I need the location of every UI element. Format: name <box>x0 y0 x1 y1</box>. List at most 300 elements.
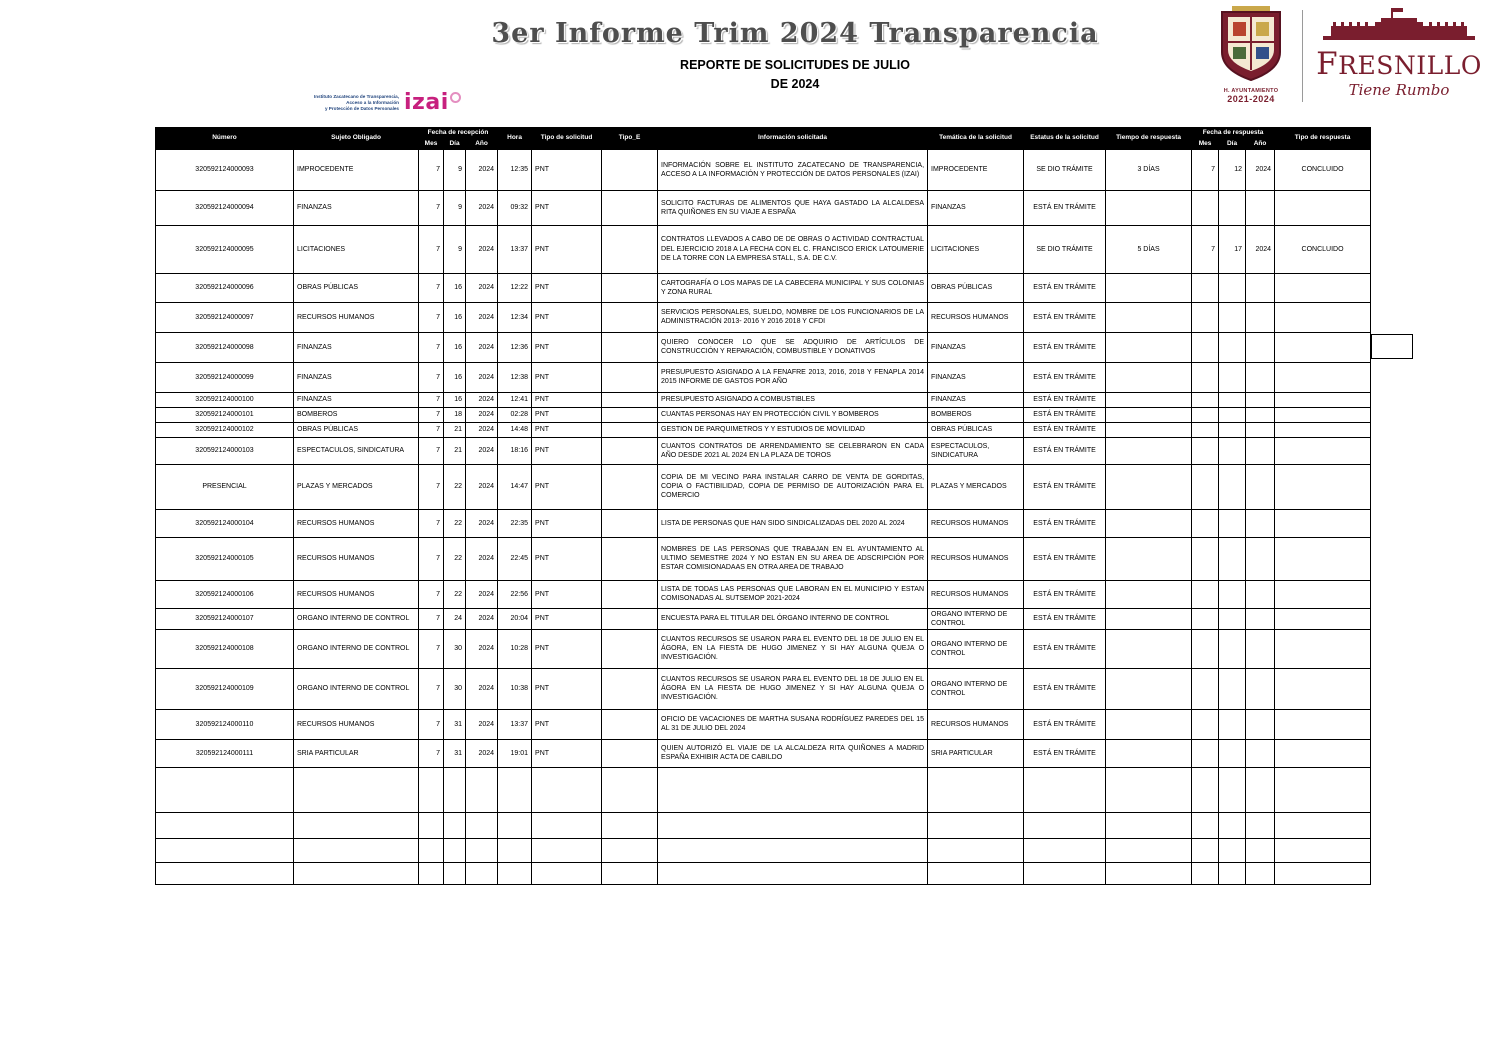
cell-sujeto: ORGANO INTERNO DE CONTROL <box>294 668 419 709</box>
cell-mes: 7 <box>419 332 444 362</box>
cell-informacion: OFICIO DE VACACIONES DE MARTHA SUSANA RODRÍGUEZ PAREDES DEL 15 AL 31 DE JULIO DEL 2024 <box>658 709 928 739</box>
cell-tipo-solicitud: PNT <box>532 629 602 668</box>
cell-r-mes <box>1192 537 1219 580</box>
cell-tematica: RECURSOS HUMANOS <box>928 709 1024 739</box>
cell-r-mes <box>1192 838 1219 862</box>
cell-tiempo <box>1106 709 1192 739</box>
cell-sujeto: OBRAS PÚBLICAS <box>294 273 419 302</box>
cell-hora: 22:35 <box>498 509 532 537</box>
cell-r-ano <box>1246 332 1275 362</box>
cell-informacion <box>658 767 928 812</box>
fresnillo-logo <box>1314 6 1484 99</box>
cell-tematica: ORGANO INTERNO DE CONTROL <box>928 629 1024 668</box>
cell-tipo-solicitud: PNT <box>532 190 602 225</box>
cell-ano: 2024 <box>466 668 498 709</box>
col-header-respuesta-ano: Año <box>1246 138 1275 149</box>
cell-estatus: ESTÁ EN TRÁMITE <box>1024 302 1106 332</box>
cell-tipo-respuesta <box>1275 273 1371 302</box>
cell-r-mes <box>1192 422 1219 437</box>
cell-mes: 7 <box>419 149 444 190</box>
cell-mes: 7 <box>419 580 444 608</box>
cell-r-ano <box>1246 302 1275 332</box>
cell-ano <box>466 838 498 862</box>
cell-estatus <box>1024 767 1106 812</box>
cell-tipo-respuesta <box>1275 739 1371 767</box>
table-row <box>156 580 1371 608</box>
cell-tipo-solicitud <box>532 812 602 838</box>
cell-sujeto: ORGANO INTERNO DE CONTROL <box>294 629 419 668</box>
cell-tipo-respuesta <box>1275 392 1371 407</box>
cell-estatus: ESTÁ EN TRÁMITE <box>1024 608 1106 629</box>
cell-tipo-e <box>602 302 658 332</box>
cell-tipo-e <box>602 739 658 767</box>
cell-tiempo <box>1106 812 1192 838</box>
cell-r-dia <box>1219 668 1246 709</box>
cell-sujeto: PLAZAS Y MERCADOS <box>294 464 419 509</box>
cell-estatus: ESTÁ EN TRÁMITE <box>1024 629 1106 668</box>
cell-tipo-e <box>602 629 658 668</box>
table-row <box>156 422 1371 437</box>
cell-tipo-solicitud: PNT <box>532 464 602 509</box>
page-title: 3er Informe Trim 2024 Transparencia <box>491 18 1099 49</box>
cell-tipo-respuesta <box>1275 437 1371 464</box>
cell-r-mes <box>1192 302 1219 332</box>
cell-tematica: RECURSOS HUMANOS <box>928 580 1024 608</box>
cell-informacion: PRESUPUESTO ASIGNADO A LA FENAFRE 2013, 2016, 2018 Y FENAPLA 2014 2015 INFORME DE GASTOS POR AÑO <box>658 362 928 392</box>
cell-sujeto: FINANZAS <box>294 332 419 362</box>
cell-tematica: RECURSOS HUMANOS <box>928 302 1024 332</box>
cell-dia: 22 <box>444 464 466 509</box>
cell-tiempo <box>1106 668 1192 709</box>
cell-sujeto: LICITACIONES <box>294 225 419 273</box>
cell-tematica: ORGANO INTERNO DE CONTROL <box>928 608 1024 629</box>
cell-hora: 02:28 <box>498 407 532 422</box>
cell-ano: 2024 <box>466 332 498 362</box>
cell-r-mes <box>1192 739 1219 767</box>
cell-sujeto <box>294 767 419 812</box>
cell-numero: 320592124000102 <box>156 422 294 437</box>
table-row <box>156 149 1371 190</box>
cell-tipo-solicitud: PNT <box>532 362 602 392</box>
col-header-sujeto-obligado: Sujeto Obligado <box>294 128 419 150</box>
cell-informacion <box>658 862 928 884</box>
cell-tiempo <box>1106 838 1192 862</box>
cell-numero <box>156 838 294 862</box>
table-row <box>156 668 1371 709</box>
cell-ano: 2024 <box>466 392 498 407</box>
cell-tipo-e <box>602 273 658 302</box>
col-header-hora: Hora <box>498 128 532 150</box>
cell-r-dia <box>1219 190 1246 225</box>
cell-tiempo <box>1106 437 1192 464</box>
cell-r-ano <box>1246 407 1275 422</box>
cell-ano: 2024 <box>466 464 498 509</box>
cell-r-ano <box>1246 537 1275 580</box>
cell-ano: 2024 <box>466 362 498 392</box>
cell-mes: 7 <box>419 190 444 225</box>
cell-tipo-respuesta <box>1275 838 1371 862</box>
cell-sujeto: RECURSOS HUMANOS <box>294 302 419 332</box>
cell-r-dia <box>1219 464 1246 509</box>
cell-tiempo <box>1106 302 1192 332</box>
cell-tiempo: 3 DÍAS <box>1106 149 1192 190</box>
cell-r-dia <box>1219 862 1246 884</box>
solicitudes-table <box>155 127 1371 885</box>
cell-mes: 7 <box>419 437 444 464</box>
cell-tiempo <box>1106 537 1192 580</box>
col-header-tiempo-respuesta: Tiempo de respuesta <box>1106 128 1192 150</box>
cell-numero: 320592124000099 <box>156 362 294 392</box>
cell-tipo-solicitud <box>532 862 602 884</box>
cell-estatus: ESTÁ EN TRÁMITE <box>1024 362 1106 392</box>
cell-r-dia <box>1219 537 1246 580</box>
cell-tipo-respuesta <box>1275 407 1371 422</box>
cell-tipo-e <box>602 225 658 273</box>
cell-estatus: ESTÁ EN TRÁMITE <box>1024 739 1106 767</box>
cell-r-dia <box>1219 739 1246 767</box>
cell-r-mes <box>1192 273 1219 302</box>
table-row <box>156 225 1371 273</box>
cell-sujeto: RECURSOS HUMANOS <box>294 537 419 580</box>
cell-tipo-respuesta <box>1275 190 1371 225</box>
fresnillo-wordmark: FRESNILLO <box>1316 46 1482 82</box>
cell-estatus: ESTÁ EN TRÁMITE <box>1024 273 1106 302</box>
cell-r-dia <box>1219 273 1246 302</box>
cell-ano: 2024 <box>466 225 498 273</box>
cell-r-mes <box>1192 407 1219 422</box>
cell-tipo-solicitud: PNT <box>532 608 602 629</box>
cell-tipo-solicitud: PNT <box>532 149 602 190</box>
cell-tiempo <box>1106 509 1192 537</box>
cell-tipo-solicitud: PNT <box>532 332 602 362</box>
cell-hora <box>498 862 532 884</box>
cell-tipo-solicitud <box>532 767 602 812</box>
cell-tiempo <box>1106 862 1192 884</box>
cell-numero: 320592124000108 <box>156 629 294 668</box>
cell-tipo-e <box>602 537 658 580</box>
coat-of-arms-icon <box>1218 6 1284 82</box>
cell-tematica: RECURSOS HUMANOS <box>928 509 1024 537</box>
table-header <box>156 128 1371 150</box>
col-header-respuesta-dia: Día <box>1219 138 1246 149</box>
cell-r-mes <box>1192 580 1219 608</box>
cell-sujeto: RECURSOS HUMANOS <box>294 709 419 739</box>
cell-mes: 7 <box>419 302 444 332</box>
cell-r-mes <box>1192 437 1219 464</box>
cell-tipo-e <box>602 362 658 392</box>
cell-r-dia <box>1219 580 1246 608</box>
col-header-tipo-e: Tipo_E <box>602 128 658 150</box>
cell-ano: 2024 <box>466 273 498 302</box>
cell-informacion: CUANTOS RECURSOS SE USARON PARA EL EVENTO DEL 18 DE JULIO EN EL ÁGORA EN LA FIESTA DE HUGO JIMENEZ Y SI HAY ALGUNA QUEJA O INVESTIGACIÓN. <box>658 668 928 709</box>
izai-org-line: Instituto Zacatecano de Transparencia, <box>313 94 399 100</box>
cell-mes <box>419 812 444 838</box>
table-row <box>156 437 1371 464</box>
cell-numero: 320592124000096 <box>156 273 294 302</box>
report-subtitle-line1: REPORTE DE SOLICITUDES DE JULIO <box>680 58 910 72</box>
cell-tipo-solicitud: PNT <box>532 739 602 767</box>
cell-r-dia <box>1219 407 1246 422</box>
cell-dia: 31 <box>444 739 466 767</box>
cell-r-ano <box>1246 273 1275 302</box>
cell-tipo-e <box>602 668 658 709</box>
cell-sujeto: RECURSOS HUMANOS <box>294 580 419 608</box>
cell-r-mes <box>1192 767 1219 812</box>
cell-r-ano: 2024 <box>1246 149 1275 190</box>
cell-mes: 7 <box>419 225 444 273</box>
report-header <box>380 18 1210 91</box>
cell-r-mes <box>1192 362 1219 392</box>
cell-r-dia <box>1219 332 1246 362</box>
report-subtitle-line2: DE 2024 <box>770 77 820 91</box>
cell-tipo-e <box>602 767 658 812</box>
izai-org-line: Acceso a la Información <box>346 100 399 106</box>
cell-ano: 2024 <box>466 422 498 437</box>
cell-r-mes <box>1192 812 1219 838</box>
izai-org-text <box>303 94 399 111</box>
cell-dia: 16 <box>444 302 466 332</box>
cell-estatus: ESTÁ EN TRÁMITE <box>1024 392 1106 407</box>
cell-tematica: OBRAS PÚBLICAS <box>928 273 1024 302</box>
cell-dia: 22 <box>444 509 466 537</box>
cell-dia: 24 <box>444 608 466 629</box>
col-header-fecha-respuesta: Fecha de respuesta <box>1192 128 1275 139</box>
cell-r-dia <box>1219 608 1246 629</box>
cell-tiempo <box>1106 190 1192 225</box>
cell-hora: 12:36 <box>498 332 532 362</box>
cell-dia: 18 <box>444 407 466 422</box>
cell-informacion: NOMBRES DE LAS PERSONAS QUE TRABAJAN EN EL AYUNTAMIENTO AL ULTIMO SEMESTRE 2024 Y NO ESTAN EN SU AREA DE ADSCRIPCIÓN POR ESTAR COMISIONADAAS EN OTRA AREA DE TRABAJO <box>658 537 928 580</box>
cell-tipo-respuesta <box>1275 709 1371 739</box>
cell-hora: 12:35 <box>498 149 532 190</box>
cell-dia: 21 <box>444 422 466 437</box>
cell-tipo-solicitud: PNT <box>532 537 602 580</box>
cell-tematica <box>928 767 1024 812</box>
cell-hora: 22:56 <box>498 580 532 608</box>
cell-tipo-respuesta <box>1275 767 1371 812</box>
cell-r-dia: 12 <box>1219 149 1246 190</box>
table-row <box>156 302 1371 332</box>
cell-tiempo <box>1106 580 1192 608</box>
cell-hora: 20:04 <box>498 608 532 629</box>
table-row <box>156 362 1371 392</box>
cell-ano: 2024 <box>466 302 498 332</box>
cell-dia: 9 <box>444 190 466 225</box>
cell-hora <box>498 838 532 862</box>
cell-mes <box>419 862 444 884</box>
cell-tipo-e <box>602 709 658 739</box>
cell-r-ano <box>1246 668 1275 709</box>
cell-sujeto: FINANZAS <box>294 392 419 407</box>
cell-hora: 10:28 <box>498 629 532 668</box>
cell-ano: 2024 <box>466 580 498 608</box>
cell-mes: 7 <box>419 537 444 580</box>
table-row <box>156 509 1371 537</box>
table-row <box>156 273 1371 302</box>
cell-r-mes <box>1192 464 1219 509</box>
cell-numero: 320592124000101 <box>156 407 294 422</box>
cell-tiempo <box>1106 362 1192 392</box>
cell-r-ano <box>1246 580 1275 608</box>
cell-estatus: ESTÁ EN TRÁMITE <box>1024 509 1106 537</box>
cell-mes: 7 <box>419 464 444 509</box>
cell-hora: 14:48 <box>498 422 532 437</box>
cell-r-ano <box>1246 422 1275 437</box>
cell-sujeto: RECURSOS HUMANOS <box>294 509 419 537</box>
cell-hora: 12:38 <box>498 362 532 392</box>
col-header-numero: Número <box>156 128 294 150</box>
cell-tipo-solicitud: PNT <box>532 273 602 302</box>
cell-tipo-e <box>602 190 658 225</box>
cell-r-ano <box>1246 362 1275 392</box>
cell-tipo-respuesta <box>1275 629 1371 668</box>
cell-informacion: SOLICITO FACTURAS DE ALIMENTOS QUE HAYA GASTADO LA ALCALDESA RITA QUIÑONES EN SU VIAJE A ESPAÑA <box>658 190 928 225</box>
cell-mes <box>419 838 444 862</box>
cell-r-ano <box>1246 392 1275 407</box>
cell-mes: 7 <box>419 668 444 709</box>
cell-numero: 320592124000093 <box>156 149 294 190</box>
cell-sujeto: ESPECTACULOS, SINDICATURA <box>294 437 419 464</box>
cell-tematica: FINANZAS <box>928 332 1024 362</box>
cell-r-mes <box>1192 190 1219 225</box>
cell-informacion: CARTOGRAFÍA O LOS MAPAS DE LA CABECERA MUNICIPAL Y SUS COLONIAS Y ZONA RURAL <box>658 273 928 302</box>
cell-tipo-e <box>602 580 658 608</box>
cell-tematica: ORGANO INTERNO DE CONTROL <box>928 668 1024 709</box>
cell-sujeto: SRIA PARTICULAR <box>294 739 419 767</box>
table-row <box>156 537 1371 580</box>
cell-dia <box>444 862 466 884</box>
cell-tematica: FINANZAS <box>928 362 1024 392</box>
cell-tipo-solicitud: PNT <box>532 509 602 537</box>
cell-tipo-e <box>602 407 658 422</box>
cell-estatus: ESTÁ EN TRÁMITE <box>1024 407 1106 422</box>
cell-tiempo <box>1106 629 1192 668</box>
izai-wordmark <box>404 92 461 114</box>
cell-r-ano <box>1246 509 1275 537</box>
cell-tematica: OBRAS PÚBLICAS <box>928 422 1024 437</box>
cell-dia: 16 <box>444 273 466 302</box>
cell-sujeto <box>294 812 419 838</box>
col-header-tematica: Temática de la solicitud <box>928 128 1024 150</box>
cell-informacion: CUANTOS RECURSOS SE USARON PARA EL EVENTO DEL 18 DE JULIO EN EL ÁGORA, EN LA FIESTA DE HUGO JIMENEZ Y SI HAY ALGUNA QUEJA O INVESTIGACIÓN. <box>658 629 928 668</box>
cell-tipo-respuesta: CONCLUIDO <box>1275 149 1371 190</box>
cell-dia: 16 <box>444 362 466 392</box>
cell-informacion: GESTION DE PARQUIMETROS Y Y ESTUDIOS DE MOVILIDAD <box>658 422 928 437</box>
cell-sujeto: IMPROCEDENTE <box>294 149 419 190</box>
cell-mes: 7 <box>419 407 444 422</box>
cell-tipo-respuesta <box>1275 862 1371 884</box>
cell-hora: 13:37 <box>498 225 532 273</box>
cell-informacion <box>658 812 928 838</box>
cell-dia: 16 <box>444 392 466 407</box>
cell-tematica: RECURSOS HUMANOS <box>928 537 1024 580</box>
cell-estatus: ESTÁ EN TRÁMITE <box>1024 437 1106 464</box>
cell-r-mes <box>1192 509 1219 537</box>
cell-informacion: INFORMACIÓN SOBRE EL INSTITUTO ZACATECANO DE TRANSPARENCIA, ACCESO A LA INFORMACIÓN Y PROTECCIÓN DE DATOS PERSONALES (IZAI) <box>658 149 928 190</box>
cell-dia: 22 <box>444 537 466 580</box>
cell-mes: 7 <box>419 392 444 407</box>
cell-tiempo <box>1106 407 1192 422</box>
cell-tipo-solicitud: PNT <box>532 437 602 464</box>
cell-mes: 7 <box>419 422 444 437</box>
col-header-respuesta-mes: Mes <box>1192 138 1219 149</box>
cell-r-ano <box>1246 608 1275 629</box>
cell-numero: 320592124000106 <box>156 580 294 608</box>
cell-r-ano <box>1246 709 1275 739</box>
palace-silhouette-icon <box>1321 6 1477 42</box>
table-row <box>156 464 1371 509</box>
cell-r-dia <box>1219 709 1246 739</box>
cell-r-dia <box>1219 629 1246 668</box>
cell-numero: 320592124000104 <box>156 509 294 537</box>
cell-numero <box>156 812 294 838</box>
cell-r-ano <box>1246 629 1275 668</box>
cell-r-ano <box>1246 862 1275 884</box>
col-header-estatus: Estatus de la solicitud <box>1024 128 1106 150</box>
cell-tipo-e <box>602 608 658 629</box>
cell-estatus: ESTÁ EN TRÁMITE <box>1024 190 1106 225</box>
table-row <box>156 812 1371 838</box>
cell-tipo-respuesta <box>1275 812 1371 838</box>
table-row <box>156 838 1371 862</box>
cell-r-mes: 7 <box>1192 225 1219 273</box>
cell-r-dia <box>1219 767 1246 812</box>
cell-r-ano <box>1246 437 1275 464</box>
col-header-tipo-respuesta: Tipo de respuesta <box>1275 128 1371 150</box>
cell-tipo-e <box>602 149 658 190</box>
col-header-informacion: Información solicitada <box>658 128 928 150</box>
cell-numero: 320592124000095 <box>156 225 294 273</box>
cell-tiempo <box>1106 273 1192 302</box>
cell-tipo-solicitud: PNT <box>532 668 602 709</box>
col-header-tipo-solicitud: Tipo de solicitud <box>532 128 602 150</box>
cell-tiempo <box>1106 464 1192 509</box>
cell-dia: 9 <box>444 225 466 273</box>
cell-tipo-e <box>602 332 658 362</box>
cell-estatus: ESTÁ EN TRÁMITE <box>1024 580 1106 608</box>
cell-tematica: ESPECTACULOS, SINDICATURA <box>928 437 1024 464</box>
cell-estatus: ESTÁ EN TRÁMITE <box>1024 332 1106 362</box>
cell-hora: 12:22 <box>498 273 532 302</box>
cell-informacion <box>658 838 928 862</box>
cell-tipo-solicitud: PNT <box>532 407 602 422</box>
cell-dia: 9 <box>444 149 466 190</box>
cell-tipo-solicitud: PNT <box>532 422 602 437</box>
cell-dia <box>444 838 466 862</box>
cell-numero: 320592124000109 <box>156 668 294 709</box>
cell-sujeto <box>294 838 419 862</box>
cell-dia: 16 <box>444 332 466 362</box>
table-body <box>156 149 1371 884</box>
cell-numero <box>156 767 294 812</box>
cell-tematica <box>928 838 1024 862</box>
cell-dia: 22 <box>444 580 466 608</box>
cell-ano: 2024 <box>466 149 498 190</box>
cell-hora: 12:41 <box>498 392 532 407</box>
cell-hora <box>498 812 532 838</box>
cell-r-dia <box>1219 838 1246 862</box>
cell-mes: 7 <box>419 608 444 629</box>
table-row <box>156 767 1371 812</box>
cell-tipo-e <box>602 422 658 437</box>
cell-informacion: PRESUPUESTO ASIGNADO A COMBUSTIBLES <box>658 392 928 407</box>
cell-r-dia <box>1219 812 1246 838</box>
cell-numero: 320592124000098 <box>156 332 294 362</box>
cell-numero: 320592124000100 <box>156 392 294 407</box>
cell-r-dia <box>1219 509 1246 537</box>
cell-sujeto: FINANZAS <box>294 190 419 225</box>
cell-tipo-solicitud: PNT <box>532 225 602 273</box>
